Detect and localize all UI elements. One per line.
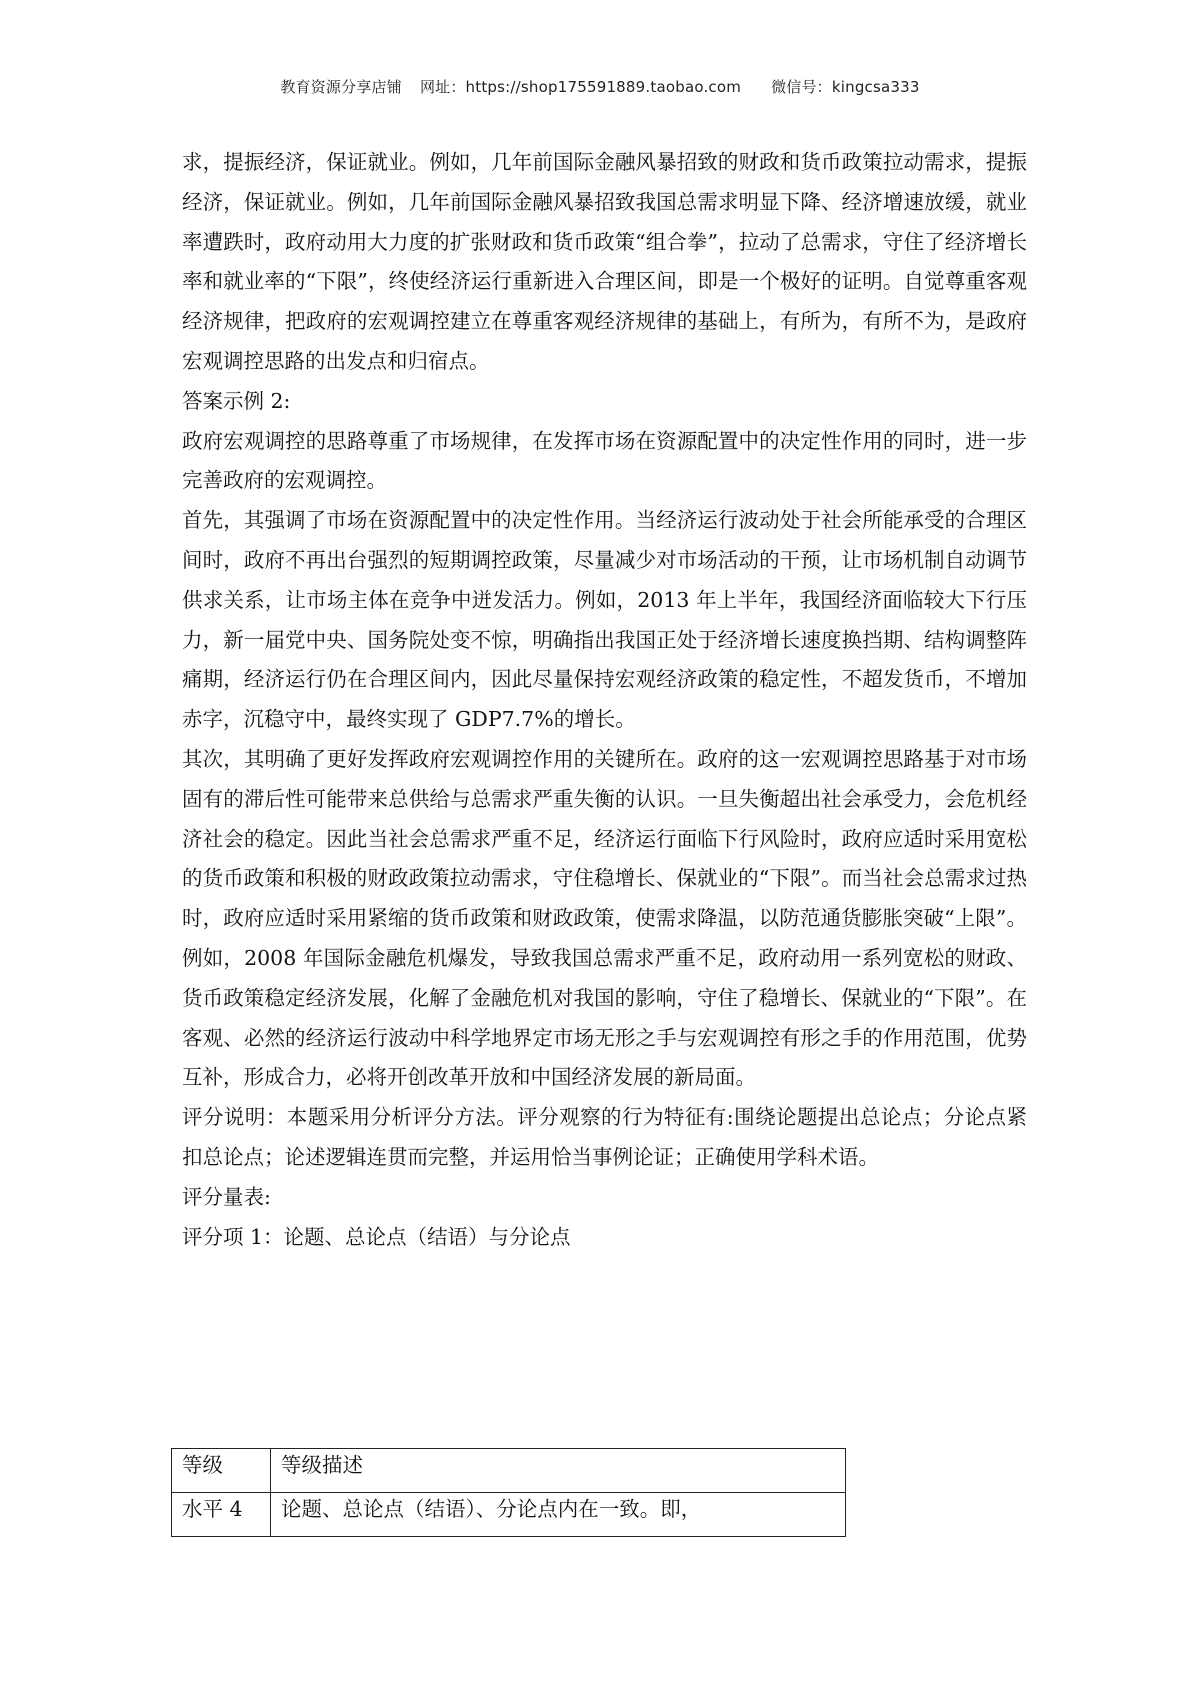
paragraph-continuation: 求，提振经济，保证就业。例如，几年前国际金融风暴招致的财政和货币政策拉动需求，提振经济，保证就业。例如，几年前国际金融风暴招致我国总需求明显下降、经济增速放缓，就业率遭跌时，政府动用大力度的扩张财政和货币政策“组合拳”，拉动了总需求，守住了经济增长率和就业率的“下限”，终使经济运行重新进入合理区间，即是一个极好的证明。自觉尊重客观经济规律，把政府的宏观调控建立在尊重客观经济规律的基础上，有所为，有所不为，是政府宏观调控思路的出发点和归宿点。 — [182, 150, 1027, 373]
header-shop-name: 教育资源分享店铺 — [280, 78, 402, 96]
header-wechat: 微信号：kingcsa333 — [771, 78, 920, 96]
table-header-row — [172, 1449, 846, 1493]
scoring-table — [171, 1448, 846, 1537]
table-header-cell: 等级描述 — [271, 1449, 846, 1493]
header-shop-url: 网址：https://shop175591889.taobao.com — [419, 78, 742, 96]
scoring-description: 评分说明：本题采用分析评分方法。评分观察的行为特征有:围绕论题提出总论点；分论点紧扣总论点；论述逻辑连贯而完整，并运用恰当事例论证；正确使用学科术语。 — [182, 1105, 1027, 1169]
table-row — [172, 1493, 846, 1537]
table-cell: 论题、总论点（结语）、分论点内在一致。即， — [271, 1493, 846, 1537]
paragraph-second-point: 其次，其明确了更好发挥政府宏观调控作用的关键所在。政府的这一宏观调控思路基于对市场固有的滞后性可能带来总供给与总需求严重失衡的认识。一旦失衡超出社会承受力，会危机经济社会的稳定。因此当社会总需求严重不足，经济运行面临下行风险时，政府应适时采用宽松的货币政策和积极的财政政策拉动需求，守住稳增长、保就业的“下限”。而当社会总需求过热时，政府应适时采用紧缩的货币政策和财政政策，使需求降温，以防范通货膨胀突破“上限”。例如，2008 年国际金融危机爆发，导致我国总需求严重不足，政府动用一系列宽松的财政、货币政策稳定经济发展，化解了金融危机对我国的影响，守住了稳增长、保就业的“下限”。在客观、必然的经济运行波动中科学地界定市场无形之手与宏观调控有形之手的作用范围，优势互补，形成合力，必将开创改革开放和中国经济发展的新局面。 — [182, 746, 1027, 1090]
scoring-item-heading: 评分项 1：论题、总论点（结语）与分论点 — [182, 1224, 571, 1249]
paragraph-first-point: 首先，其强调了市场在资源配置中的决定性作用。当经济运行波动处于社会所能承受的合理区间时，政府不再出台强烈的短期调控政策，尽量减少对市场活动的干预，让市场机制自动调节供求关系，让市场主体在竞争中迸发活力。例如，2013 年上半年，我国经济面临较大下行压力，新一届党中央、国务院处变不惊，明确指出我国正处于经济增长速度换挡期、结构调整阵痛期，经济运行仍在合理区间内，因此尽量保持宏观经济政策的稳定性，不超发货币，不增加赤字，沉稳守中，最终实现了 GDP7.7%的增长。 — [182, 508, 1027, 732]
paragraph-thesis: 政府宏观调控的思路尊重了市场规律，在发挥市场在资源配置中的决定性作用的同时，进一步完善政府的宏观调控。 — [182, 428, 1027, 493]
table-cell: 水平 4 — [172, 1493, 271, 1537]
table-header-cell: 等级 — [172, 1449, 271, 1493]
answer-example-heading: 答案示例 2: — [182, 388, 291, 413]
document-body — [182, 143, 1027, 1257]
scoring-scale-heading: 评分量表: — [182, 1184, 271, 1209]
page-header — [0, 76, 1200, 97]
